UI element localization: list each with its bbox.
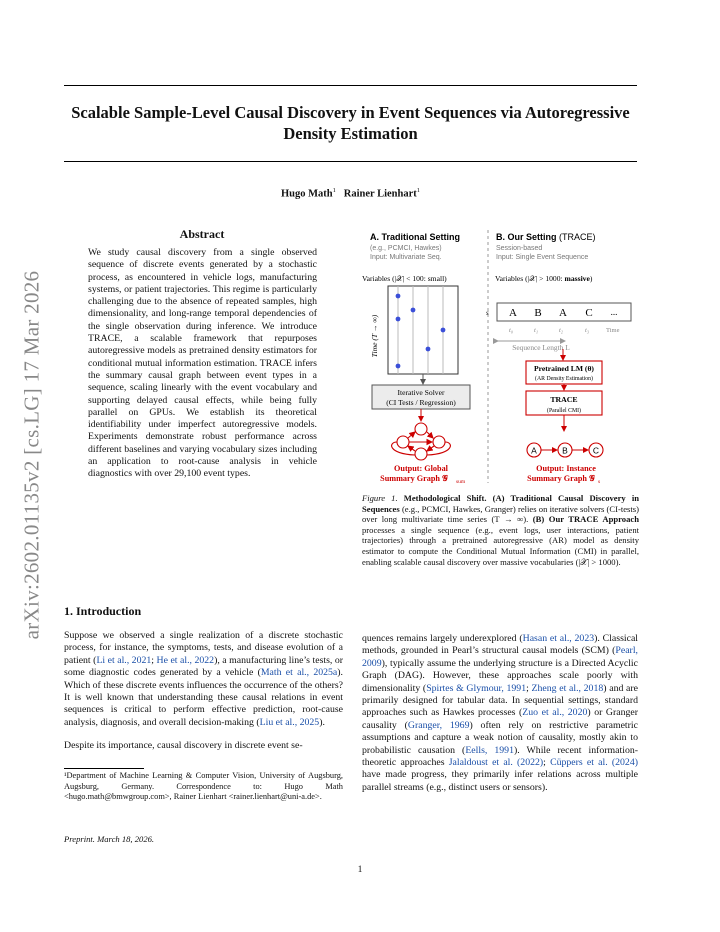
abstract-heading: Abstract (179, 227, 225, 241)
sequence-token: A (509, 307, 517, 319)
citation-link[interactable]: Zuo et al., 2020 (522, 707, 588, 719)
variables-text: Variables (|𝒳| > 1000: (495, 274, 565, 283)
time-tick: t₀ (508, 327, 514, 334)
solver-label-1: Iterative Solver (397, 388, 445, 397)
footnote-rule (64, 768, 144, 769)
citation-link[interactable]: Zheng et al., 2018 (531, 682, 604, 694)
time-label: Time (606, 327, 620, 334)
graph-node (415, 448, 427, 460)
text-span: ). (319, 716, 325, 728)
panel-b-sub2: Input: Single Event Sequence (496, 254, 589, 261)
abstract-text: We study causal discovery from a single observed sequence of discrete events generated by a stochastic process, as encountered in vehicle logs, manufacturing systems, or patient trajectories. This regime is particularly challenging due to the absence of repeated samples, high dimensionality, and long-range temporal dependencies of the single observation during inference. We introduce TRACE, a scalable framework that repurposes autoregressive models as pretrained density estimators for conditional mutual information estimation. TRACE infers the summary causal graph between event types in a sequence, scaling linearly with the event vocabulary and supporting delayed causal effects, while being fully parallel on GPUs. We establish its theoretical identifiability under imperfect autoregressive models. Experiments demonstrate robust performance across different baselines and varying vocabulary sizes including an application to root-cause analysis in vehicle diagnostics with over 29,100 event types. (88, 247, 317, 480)
event-dot (411, 308, 416, 313)
panel-b-title-bold: B. Our Setting (496, 232, 557, 242)
node-label: C (592, 445, 600, 456)
text-span: ) often rely on restrictive parametric assumptions and capture a weak notion of causality, mostly akin to probabilistic causation ( (362, 719, 638, 756)
text-span: ; (151, 654, 157, 666)
panel-a-output-1: Output: Global (394, 464, 448, 473)
panel-a-output-sub: sum (456, 479, 466, 485)
graph-node (433, 436, 445, 448)
title-bottom-rule (64, 161, 637, 162)
author-affil: 1 (332, 187, 336, 194)
author-name: Rainer Lienhart (343, 188, 417, 200)
panel-b-output-1: Output: Instance (536, 464, 596, 473)
text-span: ) and are primarily designed for tabular data. In sequential settings, standard approaches such as Hawkes processes ( (362, 682, 639, 719)
node-label: B (562, 445, 568, 456)
event-dot (396, 364, 401, 369)
time-axis-label: Time (T → ∞) (370, 314, 379, 358)
section-heading: 1. Introduction (64, 604, 142, 618)
sequence-token: B (534, 307, 542, 319)
citation-link[interactable]: He et al., 2022 (156, 654, 215, 666)
caption-text: processes a single sequence (e.g., event logs, user interactions, patient trajectories) through a pretrained autoregressive (AR) model as density estimator to compute the Conditional Mutual Information (CMI) in parallel, enabling scalable causal discovery over massive vocabularies (|𝒳| > 1000). (362, 524, 639, 567)
graph-node (415, 423, 427, 435)
instance-summary-graph (527, 443, 603, 457)
caption-label: Figure 1. (362, 493, 398, 503)
panel-b-output-2: Summary Graph 𝒢 (527, 474, 595, 483)
caption-bold: Methodological Shift. (A) Traditional Causal Discovery in Sequences (362, 493, 639, 514)
author-name: Hugo Math (280, 188, 333, 200)
panel-b-sub1: Session-based (496, 245, 543, 252)
author-affil: 1 (416, 187, 421, 194)
citation-link[interactable]: Spirtes & Glymour, 1991 (426, 682, 527, 694)
citation-link[interactable]: Hasan et al., 2023 (522, 633, 595, 644)
sequence-s-label: s (486, 309, 489, 317)
panel-a-title: A. Traditional Setting (370, 232, 461, 242)
event-dot (426, 347, 431, 352)
text-span: ). While recent information-theoretic approaches (362, 744, 638, 769)
time-tick: t₃ (584, 327, 590, 334)
preprint-note: Preprint. March 18, 2026. (64, 834, 155, 844)
lm-subtitle: (AR Density Estimation) (535, 376, 593, 382)
panel-a-sub2: Input: Multivariate Seq. (370, 254, 442, 261)
citation-link[interactable]: Eells, 1991 (465, 744, 514, 756)
panel-a-variables: Variables (|𝒳| < 100: small) (362, 274, 447, 283)
paper-title: Scalable Sample-Level Causal Discovery in Event Sequences via Autoregressive Density Estimation (71, 103, 630, 143)
caption-text: (e.g., PCMCI, Hawkes, Granger) relies on iterative solvers (CI-tests) over long multivariate time series (T → ∞). (362, 503, 639, 525)
trace-subtitle: (Parallel CMI) (547, 408, 581, 414)
right-column-text (362, 633, 638, 794)
text-span: ), a manufacturing line’s tests, or some diagnostic codes generated by a vehicle ( (64, 654, 344, 679)
page-number: 1 (357, 864, 363, 875)
text-span: Suppose we observed a single realization of a discrete stochastic process, for instance, the symptoms, tests, and disease evolution of a patient ( (64, 630, 343, 666)
arxiv-sidebar (20, 240, 44, 670)
solver-label-2: (CI Tests / Regression) (386, 398, 456, 407)
text-span: ) or Granger causality ( (362, 707, 638, 731)
event-dot (396, 294, 401, 299)
text-span: ; (526, 682, 532, 694)
sequence-length-label: Sequence Length L (512, 343, 570, 352)
lm-title: Pretrained LM (θ) (534, 364, 594, 373)
text-span: ), typically assume the underlying structure is a Directed Acyclic Graph (DAG). However, these approaches scale poorly with dimensionality ( (362, 657, 638, 694)
intro-paragraph-2: Despite its importance, causal discovery in discrete event se- (64, 740, 303, 751)
citation-link[interactable]: Granger, 1969 (407, 719, 470, 731)
variables-massive: massive (564, 274, 590, 283)
figure-caption (362, 493, 639, 567)
intro-paragraph-1 (64, 630, 343, 729)
panel-b-title-rest: (TRACE) (556, 232, 596, 242)
text-span: ). Which of these discrete events influences the occurrence of the others? It is well known that understanding these causal relations in event sequences is critical to perform effective prediction, root-cause analysis, diagnosis, and overall decision-making ( (64, 667, 343, 728)
global-summary-graph (392, 423, 451, 460)
author-list (64, 187, 637, 200)
panel-b-output-sub: s (598, 479, 601, 485)
text-span: ). Classical methods, grounded in Pearl’s structural causal models (SCM) ( (362, 633, 639, 657)
node-label: A (531, 445, 537, 456)
variables-close: ) (589, 274, 593, 283)
citation-link[interactable]: Cüppers et al. (2024) (550, 757, 638, 769)
text-span: ; (543, 757, 551, 769)
citation-link[interactable]: Jalaldoust et al. (2022) (448, 757, 544, 769)
event-dot (441, 328, 446, 333)
sequence-token: A (559, 307, 567, 319)
time-tick: t₁ (533, 327, 539, 334)
text-span: quences remains largely underexplored ( (362, 633, 523, 644)
arxiv-id: arXiv:2602.01135v2 [cs.LG] 17 Mar 2026 (19, 270, 44, 640)
citation-link[interactable]: Pearl, 2009 (362, 645, 638, 669)
citation-link[interactable]: Li et al., 2021 (96, 654, 152, 666)
text-span: have made progress, they primarily infer relations across multiple parallel streams (e.g., distinct users or sensors). (362, 769, 638, 793)
sequence-token: C (585, 307, 593, 319)
footnote: ¹Department of Machine Learning & Computer Vision, University of Augsburg, Augsburg, Germany. Correspondence to: Hugo Math <hugo.math@bmwgroup.com>, Rainer Lienhart <rainer.lienhart@uni-a.de>. (64, 771, 343, 801)
time-tick: t₂ (558, 327, 564, 334)
citation-link[interactable]: Liu et al., 2025 (259, 716, 320, 728)
citation-link[interactable]: Math et al., 2025a (260, 667, 338, 679)
panel-a-sub1: (e.g., PCMCI, Hawkes) (370, 245, 442, 252)
event-dot (396, 317, 401, 322)
figure-1 (358, 228, 640, 490)
panel-a-output-2: Summary Graph 𝒢 (380, 474, 448, 483)
trace-title: TRACE (550, 395, 578, 404)
caption-bold: (B) Our TRACE Approach (532, 514, 639, 525)
panel-b-variables (495, 274, 593, 283)
title-top-rule (64, 85, 637, 86)
panel-b-title (496, 232, 596, 242)
sequence-token: ... (610, 307, 618, 317)
graph-node (397, 436, 409, 448)
